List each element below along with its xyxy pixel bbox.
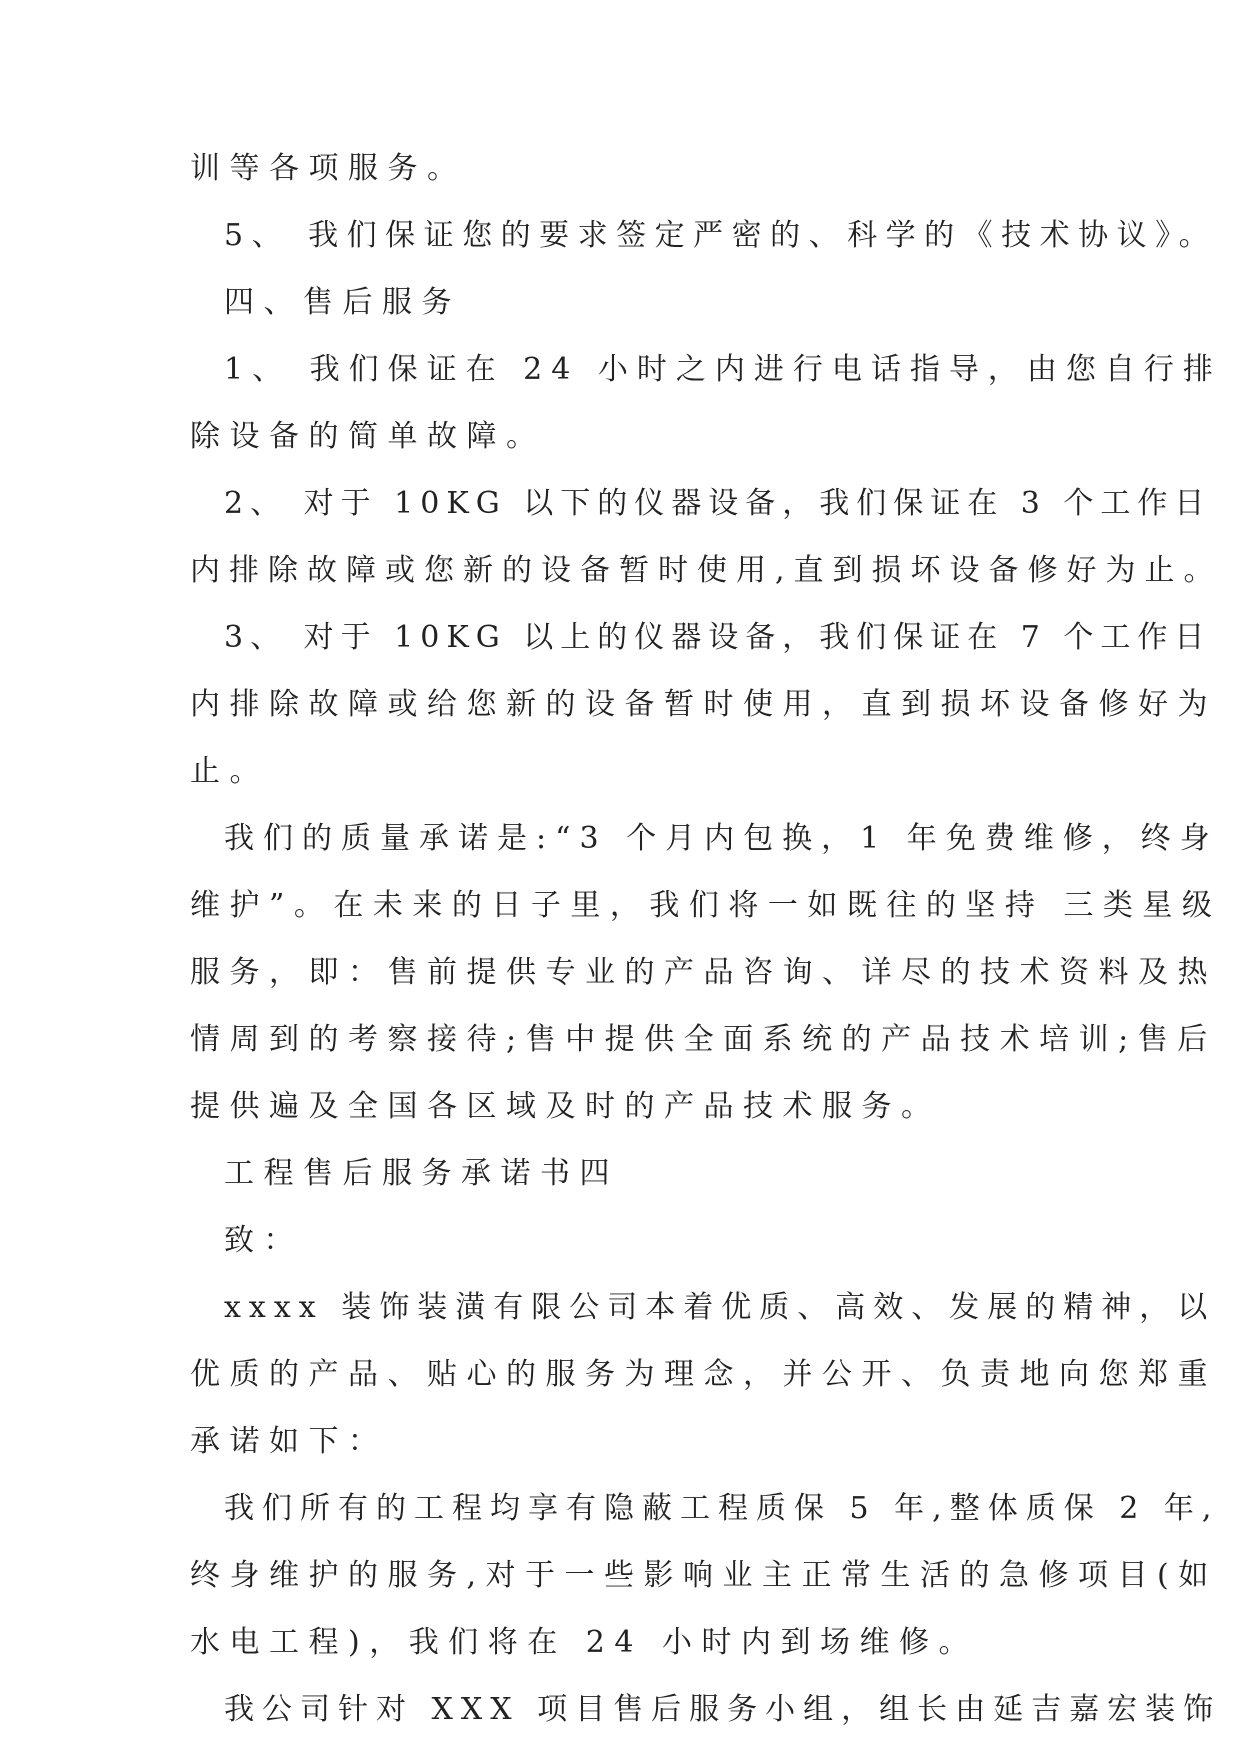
- text-line: 3、 对于 10KG 以上的仪器设备，我们保证在 7 个工作日: [224, 620, 1212, 655]
- text-line: 内排除故障或您新的设备暂时使用,直到损坏设备修好为止。: [190, 553, 1223, 588]
- text-line: 止。: [190, 754, 269, 789]
- text-line: 内排除故障或给您新的设备暂时使用，直到损坏设备修好为: [190, 687, 1217, 722]
- text-line: 我们的质量承诺是:“3 个月内包换，1 年免费维修，终身: [224, 821, 1219, 856]
- text-line: 训等各项服务。: [190, 151, 467, 186]
- text-line: xxxx 装饰装潢有限公司本着优质、高效、发展的精神，以: [224, 1290, 1216, 1325]
- text-line: 维护”。在未来的日子里，我们将一如既往的坚持 三类星级: [190, 888, 1222, 923]
- text-line: 承诺如下：: [190, 1424, 388, 1459]
- text-line: 我们所有的工程均享有隐蔽工程质保 5 年,整体质保 2 年,: [224, 1491, 1220, 1526]
- text-line: 1、 我们保证在 24 小时之内进行电话指导，由您自行排: [224, 352, 1222, 387]
- text-line: 优质的产品、贴心的服务为理念，并公开、负责地向您郑重: [190, 1357, 1217, 1392]
- text-line: 水电工程)，我们将在 24 小时内到场维修。: [190, 1625, 978, 1660]
- text-line: 终身维护的服务,对于一些影响业主正常生活的急修项目(如: [190, 1558, 1218, 1593]
- text-line: 我公司针对 XXX 项目售后服务小组，组长由延吉嘉宏装饰: [224, 1692, 1222, 1727]
- text-line: 四、售后服务: [224, 285, 461, 320]
- salutation: 致：: [224, 1223, 303, 1258]
- text-line: 除设备的简单故障。: [190, 419, 546, 454]
- section-title: 工程售后服务承诺书四: [224, 1156, 619, 1191]
- text-line: 提供遍及全国各区域及时的产品技术服务。: [190, 1089, 941, 1124]
- text-line: 2、 对于 10KG 以下的仪器设备，我们保证在 3 个工作日: [224, 486, 1212, 521]
- text-line: 服务，即：售前提供专业的产品咨询、详尽的技术资料及热: [190, 955, 1217, 990]
- text-line: 情周到的考察接待;售中提供全面系统的产品技术培训;售后: [190, 1022, 1217, 1057]
- text-line: 5、 我们保证您的要求签定严密的、科学的《技术协议》。: [224, 218, 1218, 253]
